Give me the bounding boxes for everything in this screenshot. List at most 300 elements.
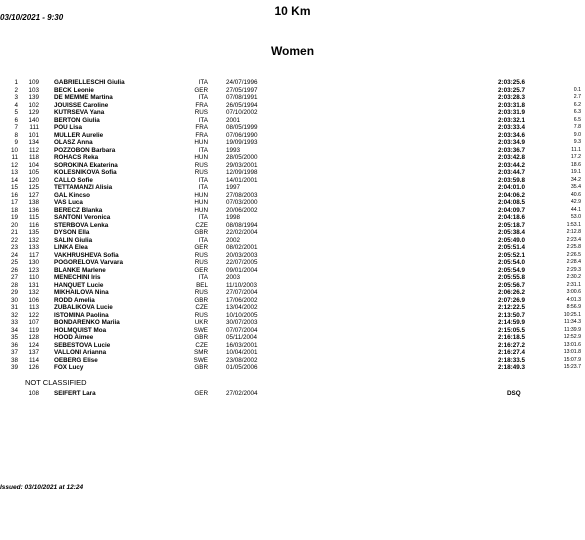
- finish-time: 2:05:54.9: [498, 266, 525, 274]
- athlete-name: BERECZ Blanka: [54, 206, 103, 214]
- birth-date: 20/03/2003: [226, 251, 258, 259]
- athlete-name: DE MEMME Martina: [54, 94, 113, 101]
- rank-cell: 16: [10, 191, 18, 199]
- birth-date: 12/09/1998: [226, 169, 258, 176]
- nation-code: ITA: [198, 184, 208, 191]
- athlete-name: VALLONI Arianna: [54, 349, 107, 356]
- time-gap: 3:00.6: [566, 289, 581, 295]
- bib-cell: 132: [28, 289, 39, 296]
- rank-cell: 27: [10, 274, 18, 281]
- birth-date: 22/07/2005: [226, 259, 258, 266]
- athlete-name: VAKHRUSHEVA Sofia: [54, 251, 119, 259]
- bib-cell: 134: [28, 139, 39, 146]
- athlete-name: MIKHAILOVA Nina: [54, 289, 109, 296]
- result-row: [0, 169, 585, 177]
- athlete-name: ISTOMINA Paolina: [54, 311, 109, 319]
- result-row: [0, 214, 585, 222]
- time-gap: 18.6: [570, 161, 581, 168]
- result-row: [0, 357, 585, 365]
- rank-cell: 26: [10, 266, 18, 274]
- rank-cell: 7: [14, 124, 18, 131]
- result-row: [0, 102, 585, 110]
- birth-date: 17/06/2002: [226, 296, 258, 304]
- birth-date: 08/02/2001: [226, 244, 258, 251]
- birth-date: 22/02/2004: [226, 229, 258, 236]
- birth-date: 11/10/2003: [226, 281, 258, 289]
- time-gap: 10:25.1: [563, 311, 581, 318]
- finish-time: 2:03:42.8: [498, 154, 525, 161]
- birth-date: 27/08/2003: [226, 191, 258, 199]
- bib-cell: 113: [28, 304, 39, 311]
- finish-time: 2:06:26.2: [498, 289, 525, 296]
- birth-date: 07/10/2002: [226, 109, 258, 116]
- time-gap: 17.2: [570, 154, 581, 160]
- bib-cell: 129: [28, 109, 39, 116]
- bib-cell: 126: [28, 364, 39, 371]
- bib-cell: 101: [28, 131, 39, 139]
- rank-cell: 6: [14, 116, 18, 124]
- athlete-name: BECK Leonie: [54, 86, 94, 94]
- result-row: [0, 229, 585, 237]
- athlete-name: GABRIELLESCHI Giulia: [54, 79, 125, 86]
- result-row: [0, 259, 585, 267]
- finish-time: 2:03:59.8: [498, 176, 525, 184]
- nation-code: RUS: [194, 251, 208, 259]
- athlete-name: SEIFERT Lara: [54, 390, 96, 397]
- athlete-name: OLASZ Anna: [54, 139, 93, 146]
- finish-time: 2:03:25.7: [498, 86, 525, 94]
- time-gap: 2:26.5: [566, 251, 581, 258]
- result-row: [0, 289, 585, 297]
- bib-cell: 120: [28, 176, 39, 184]
- nation-code: CZE: [195, 221, 208, 229]
- rank-cell: 12: [10, 161, 18, 169]
- result-row: [0, 117, 585, 125]
- rank-cell: 29: [10, 289, 18, 296]
- results-table: [0, 79, 585, 372]
- time-gap: 35.4: [570, 184, 581, 190]
- bib-cell: 114: [28, 356, 39, 364]
- athlete-name: SALIN Giulia: [54, 236, 93, 244]
- rank-cell: 15: [10, 184, 18, 191]
- nation-code: HUN: [194, 199, 208, 206]
- bib-cell: 105: [28, 169, 39, 176]
- birth-date: 24/07/1996: [226, 79, 258, 86]
- finish-time: 2:05:55.8: [498, 274, 525, 281]
- time-gap: 15:23.7: [563, 364, 581, 370]
- nation-code: SMR: [194, 349, 208, 356]
- rank-cell: 21: [10, 229, 18, 236]
- time-gap: 11:34.3: [564, 319, 581, 325]
- athlete-name: BONDARENKO Mariia: [54, 319, 120, 326]
- birth-date: 10/04/2001: [226, 349, 258, 356]
- bib-cell: 131: [28, 281, 39, 289]
- athlete-name: SEBESTOVA Lucie: [54, 341, 111, 349]
- bib-cell: 103: [28, 86, 39, 94]
- finish-time: 2:05:51.4: [498, 244, 525, 251]
- rank-cell: 9: [14, 139, 18, 146]
- nation-code: FRA: [195, 101, 208, 109]
- rank-cell: 1: [14, 79, 18, 86]
- not-classified-row: [0, 390, 585, 398]
- nation-code: GER: [194, 244, 208, 251]
- rank-cell: 28: [10, 281, 18, 289]
- result-row: [0, 349, 585, 357]
- nation-code: RUS: [194, 161, 208, 169]
- athlete-name: KUTRSEVA Yana: [54, 109, 105, 116]
- finish-time: 2:03:36.7: [498, 146, 525, 154]
- nation-code: RUS: [194, 169, 208, 176]
- finish-time: 2:03:31.9: [498, 109, 525, 116]
- bib-cell: 108: [28, 390, 39, 397]
- birth-date: 01/05/2006: [226, 364, 258, 371]
- nation-code: SWE: [193, 356, 208, 364]
- finish-time: 2:05:54.0: [498, 259, 525, 266]
- athlete-name: TETTAMANZI Alisia: [54, 184, 113, 191]
- athlete-name: SOROKINA Ekaterina: [54, 161, 118, 169]
- birth-date: 07/08/1991: [226, 94, 258, 101]
- athlete-name: VAS Luca: [54, 199, 83, 206]
- bib-cell: 123: [28, 266, 39, 274]
- bib-cell: 138: [28, 199, 39, 206]
- finish-time: 2:03:32.1: [498, 116, 525, 124]
- finish-time: 2:04:08.5: [498, 199, 525, 206]
- rank-cell: 35: [10, 334, 18, 341]
- bib-cell: 104: [28, 161, 39, 169]
- finish-time: 2:03:31.8: [498, 101, 525, 109]
- nation-code: CZE: [195, 304, 208, 311]
- finish-time: 2:03:44.7: [498, 169, 525, 176]
- athlete-name: ZUBALIKOVA Lucie: [54, 304, 113, 311]
- finish-time: 2:03:34.6: [498, 131, 525, 139]
- event-title: 10 Km: [274, 4, 311, 18]
- bib-cell: 110: [28, 274, 39, 281]
- birth-date: 2001: [226, 116, 241, 124]
- result-row: [0, 282, 585, 290]
- athlete-name: GAL Kincso: [54, 191, 90, 199]
- bib-cell: 125: [28, 184, 39, 191]
- nation-code: GER: [194, 86, 208, 94]
- result-row: [0, 199, 585, 207]
- finish-time: 2:16:27.4: [498, 349, 525, 356]
- nation-code: RUS: [194, 311, 208, 319]
- birth-date: 2002: [226, 236, 241, 244]
- result-row: [0, 109, 585, 117]
- bib-cell: 118: [28, 154, 39, 161]
- time-gap: 2:25.8: [566, 244, 581, 250]
- time-gap: 40.6: [570, 191, 581, 198]
- result-row: [0, 297, 585, 305]
- rank-cell: 30: [10, 296, 18, 304]
- birth-date: 23/08/2002: [226, 356, 258, 364]
- birth-date: 19/09/1993: [226, 139, 258, 146]
- result-row: [0, 94, 585, 102]
- athlete-name: DYSON Ella: [54, 229, 90, 236]
- category-title: Women: [270, 44, 315, 58]
- finish-time: 2:16:27.2: [498, 341, 525, 349]
- issued-footer: Issued: 03/10/2021 at 12:24: [0, 484, 84, 491]
- rank-cell: 18: [10, 206, 18, 214]
- result-row: [0, 162, 585, 170]
- rank-cell: 8: [14, 131, 18, 139]
- rank-cell: 32: [10, 311, 18, 319]
- time-gap: 1:53.1: [566, 221, 581, 228]
- bib-cell: 124: [28, 341, 39, 349]
- athlete-name: POU Lisa: [54, 124, 82, 131]
- bib-cell: 139: [28, 94, 39, 101]
- finish-time: 2:04:09.7: [498, 206, 525, 214]
- birth-date: 26/05/1994: [226, 101, 258, 109]
- birth-date: 09/01/2004: [226, 266, 258, 274]
- nation-code: GER: [194, 390, 208, 397]
- finish-time: 2:14:59.9: [498, 319, 525, 326]
- nation-code: GER: [194, 266, 208, 274]
- result-row: [0, 79, 585, 87]
- rank-cell: 17: [10, 199, 18, 206]
- nation-code: RUS: [194, 259, 208, 266]
- finish-time: 2:05:18.7: [498, 221, 525, 229]
- bib-cell: 130: [28, 259, 39, 266]
- time-gap: 6.2: [573, 101, 581, 108]
- result-row: [0, 267, 585, 275]
- rank-cell: 14: [10, 176, 18, 184]
- birth-date: 27/02/2004: [226, 390, 258, 397]
- nation-code: ITA: [198, 176, 208, 184]
- result-row: [0, 364, 585, 372]
- bib-cell: 132: [28, 236, 39, 244]
- nation-code: ITA: [198, 116, 208, 124]
- bib-cell: 111: [29, 124, 39, 131]
- result-row: [0, 244, 585, 252]
- result-row: [0, 139, 585, 147]
- rank-cell: 31: [10, 304, 18, 311]
- birth-date: 29/03/2001: [226, 161, 258, 169]
- birth-date: 07/07/2004: [226, 326, 258, 334]
- result-row: [0, 312, 585, 320]
- result-row: [0, 124, 585, 132]
- bib-cell: 119: [28, 326, 39, 334]
- time-gap: 9.3: [573, 139, 581, 145]
- time-gap: 2:31.1: [566, 281, 581, 288]
- rank-cell: 37: [10, 349, 18, 356]
- time-gap: 53.0: [570, 214, 581, 220]
- athlete-name: HOLMQUIST Moa: [54, 326, 107, 334]
- time-gap: 2:29.3: [566, 266, 581, 273]
- result-row: [0, 184, 585, 192]
- rank-cell: 38: [10, 356, 18, 364]
- finish-time: 2:05:49.0: [498, 236, 525, 244]
- birth-date: 08/08/1994: [226, 221, 258, 229]
- nation-code: HUN: [194, 139, 208, 146]
- birth-date: 07/06/1990: [226, 131, 258, 139]
- bib-cell: 135: [28, 229, 39, 236]
- nation-code: CZE: [195, 341, 208, 349]
- birth-date: 14/01/2001: [226, 176, 258, 184]
- bib-cell: 116: [28, 221, 39, 229]
- athlete-name: HANQUET Lucie: [54, 281, 104, 289]
- rank-cell: 13: [10, 169, 18, 176]
- rank-cell: 33: [10, 319, 18, 326]
- birth-date: 20/06/2002: [226, 206, 258, 214]
- athlete-name: JOUISSE Caroline: [54, 101, 109, 109]
- time-gap: 0.1: [573, 86, 581, 93]
- nation-code: HUN: [194, 206, 208, 214]
- birth-date: 27/05/1997: [226, 86, 258, 94]
- time-gap: 6.5: [573, 116, 581, 123]
- time-gap: 11.1: [571, 146, 581, 153]
- rank-cell: 5: [14, 109, 18, 116]
- bib-cell: 140: [28, 116, 39, 124]
- bib-cell: 137: [28, 349, 39, 356]
- bib-cell: 133: [28, 244, 39, 251]
- time-gap: 19.1: [570, 169, 581, 175]
- result-row: [0, 304, 585, 312]
- bib-cell: 117: [28, 251, 39, 259]
- finish-time: 2:13:50.7: [498, 311, 525, 319]
- athlete-name: RODD Amelia: [54, 296, 95, 304]
- athlete-name: MULLER Aurelie: [54, 131, 104, 139]
- nation-code: SWE: [193, 326, 208, 334]
- time-gap: 2:12.8: [566, 229, 581, 235]
- finish-time: 2:04:18.6: [498, 214, 525, 221]
- nation-code: RUS: [194, 109, 208, 116]
- athlete-name: FOX Lucy: [54, 364, 84, 371]
- header-date-time: 03/10/2021 - 9:30: [0, 13, 64, 22]
- rank-cell: 25: [10, 259, 18, 266]
- birth-date: 07/03/2000: [226, 199, 258, 206]
- not-classified-list: [0, 390, 585, 398]
- athlete-name: ROHACS Reka: [54, 154, 99, 161]
- nation-code: UKR: [194, 319, 208, 326]
- time-gap: 7.8: [573, 124, 581, 130]
- athlete-name: OEBERG Elise: [54, 356, 98, 364]
- nation-code: ITA: [198, 236, 208, 244]
- athlete-name: STERBOVA Lenka: [54, 221, 109, 229]
- nation-code: BEL: [196, 281, 208, 289]
- rank-cell: 39: [10, 364, 18, 371]
- nation-code: ITA: [198, 274, 208, 281]
- result-row: [0, 154, 585, 162]
- rank-cell: 22: [10, 236, 18, 244]
- nation-code: ITA: [198, 94, 208, 101]
- nation-code: ITA: [198, 146, 208, 154]
- athlete-name: BERTON Giulia: [54, 116, 100, 124]
- athlete-name: HOOD Aimee: [54, 334, 94, 341]
- finish-time: 2:03:33.4: [498, 124, 525, 131]
- result-row: [0, 334, 585, 342]
- result-row: [0, 319, 585, 327]
- not-classified-title: NOT CLASSIFIED: [25, 378, 87, 387]
- nation-code: GBR: [194, 334, 208, 341]
- time-gap: 11:39.9: [564, 326, 581, 333]
- birth-date: 08/05/1999: [226, 124, 258, 131]
- nation-code: ITA: [198, 214, 208, 221]
- athlete-name: POZZOBON Barbara: [54, 146, 116, 154]
- rank-cell: 2: [14, 86, 18, 94]
- bib-cell: 128: [28, 334, 39, 341]
- finish-time: 2:03:25.6: [498, 79, 525, 86]
- result-row: [0, 177, 585, 185]
- time-gap: 2:30.2: [566, 274, 581, 280]
- athlete-name: SANTONI Veronica: [54, 214, 111, 221]
- bib-cell: 136: [28, 206, 39, 214]
- birth-date: 13/04/2002: [226, 304, 258, 311]
- result-row: [0, 87, 585, 95]
- athlete-name: KOLESNIKOVA Sofia: [54, 169, 117, 176]
- birth-date: 05/11/2004: [226, 334, 258, 341]
- result-row: [0, 342, 585, 350]
- birth-date: 28/05/2000: [226, 154, 258, 161]
- bib-cell: 115: [28, 214, 39, 221]
- finish-time: 2:04:06.2: [498, 191, 525, 199]
- result-row: [0, 192, 585, 200]
- bib-cell: 106: [28, 296, 39, 304]
- rank-cell: 23: [10, 244, 18, 251]
- result-row: [0, 147, 585, 155]
- finish-time: 2:18:49.3: [498, 364, 525, 371]
- time-gap: 15:07.9: [563, 356, 581, 363]
- finish-time: 2:05:38.4: [498, 229, 525, 236]
- athlete-name: CALLO Sofie: [54, 176, 93, 184]
- rank-cell: 3: [14, 94, 18, 101]
- nation-code: HUN: [194, 191, 208, 199]
- athlete-name: POGORELOVA Varvara: [54, 259, 123, 266]
- finish-time: 2:03:44.2: [498, 161, 525, 169]
- bib-cell: 107: [28, 319, 39, 326]
- athlete-name: MENECHINI Iris: [54, 274, 101, 281]
- finish-time: 2:04:01.0: [498, 184, 525, 191]
- nation-code: GBR: [194, 229, 208, 236]
- status-code: DSQ: [507, 390, 521, 397]
- finish-time: 2:12:22.5: [498, 304, 525, 311]
- time-gap: 13:01.6: [563, 341, 581, 348]
- nation-code: RUS: [194, 289, 208, 296]
- finish-time: 2:05:52.1: [498, 251, 525, 259]
- time-gap: 2.7: [573, 94, 581, 100]
- athlete-name: BLANKE Marlene: [54, 266, 106, 274]
- birth-date: 1993: [226, 146, 241, 154]
- nation-code: GBR: [194, 364, 208, 371]
- finish-time: 2:03:28.3: [498, 94, 525, 101]
- finish-time: 2:05:56.7: [498, 281, 525, 289]
- result-row: [0, 327, 585, 335]
- finish-time: 2:07:26.9: [498, 296, 525, 304]
- nation-code: FRA: [195, 124, 208, 131]
- birth-date: 2003: [226, 274, 241, 281]
- time-gap: 2:28.4: [566, 259, 581, 265]
- time-gap: 6.3: [573, 109, 581, 115]
- birth-date: 1997: [226, 184, 241, 191]
- rank-cell: 19: [10, 214, 18, 221]
- bib-cell: 109: [28, 79, 39, 86]
- result-row: [0, 274, 585, 282]
- result-row: [0, 207, 585, 215]
- time-gap: 8:56.9: [566, 304, 581, 310]
- finish-time: 2:15:05.5: [498, 326, 525, 334]
- time-gap: 44.1: [570, 206, 581, 213]
- finish-time: 2:18:33.5: [498, 356, 525, 364]
- nation-code: GBR: [194, 296, 208, 304]
- time-gap: 2:23.4: [566, 236, 581, 243]
- bib-cell: 102: [28, 101, 39, 109]
- birth-date: 16/03/2001: [226, 341, 258, 349]
- finish-time: 2:03:34.9: [498, 139, 525, 146]
- rank-cell: 34: [10, 326, 18, 334]
- result-row: [0, 252, 585, 260]
- time-gap: 42.9: [570, 199, 581, 205]
- rank-cell: 11: [11, 154, 18, 161]
- time-gap: 12:52.9: [563, 334, 581, 340]
